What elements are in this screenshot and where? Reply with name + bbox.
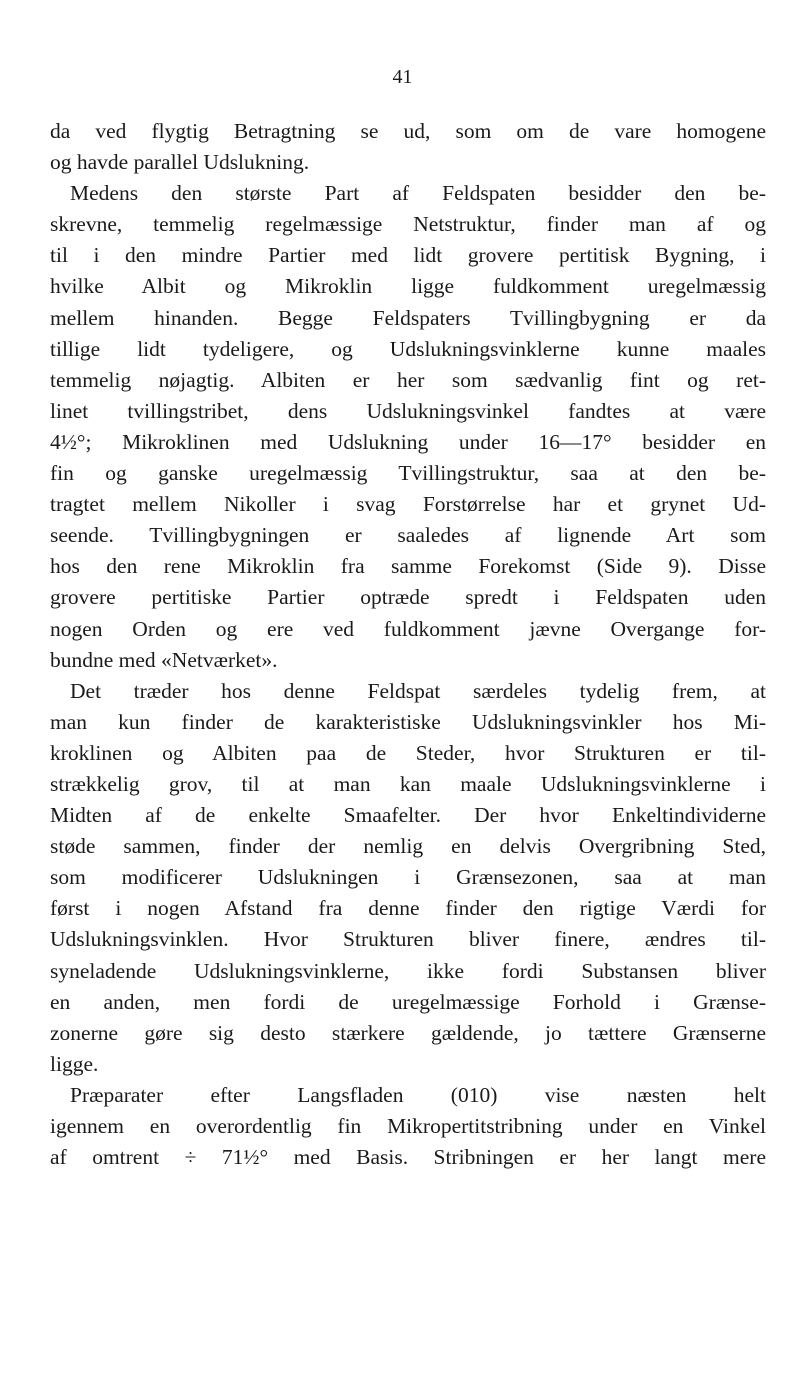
text-line: seende. Tvillingbygningen er saaledes af lignende Art som [50, 523, 766, 548]
text-line: som modificerer Udslukningen i Grænsezonen, saa at man [50, 865, 766, 890]
text-line: 4½°; Mikroklinen med Udslukning under 16—17° besidder en [50, 429, 766, 454]
text-line: af omtrent ÷ 71½° med Basis. Stribningen er her langt mere [50, 1145, 766, 1170]
text-line: nogen Orden og ere ved fuldkomment jævne Overgange for- [50, 616, 766, 641]
text-line: ligge. [50, 1051, 99, 1076]
text-line: zonerne gøre sig desto stærkere gældende, jo tættere Grænserne [50, 1020, 766, 1045]
text-line: igennem en overordentlig fin Mikropertitstribning under en Vinkel [50, 1114, 766, 1138]
text-line: Præparater efter Langsfladen (010) vise næsten helt [70, 1082, 766, 1107]
text-line: da ved flygtig Betragtning se ud, som om de vare homogene [50, 119, 766, 143]
text-line: mellem hinanden. Begge Feldspaters Tvillingbygning er da [50, 305, 766, 330]
text-line: kroklinen og Albiten paa de Steder, hvor Strukturen er til- [50, 740, 766, 765]
text-line: hos den rene Mikroklin fra samme Forekomst (Side 9). Disse [50, 554, 766, 579]
text-line: bundne med «Netværket». [50, 647, 278, 672]
body-text [50, 116, 766, 1173]
text-line: linet tvillingstribet, dens Udslukningsvinkel fandtes at være [50, 398, 766, 423]
text-line: til i den mindre Partier med lidt grovere pertitisk Bygning, i [50, 243, 766, 268]
text-line: Medens den største Part af Feldspaten besidder den be- [70, 181, 766, 206]
text-line: en anden, men fordi de uregelmæssige Forhold i Grænse- [50, 989, 766, 1014]
text-line: Udslukningsvinklen. Hvor Strukturen bliver finere, ændres til- [50, 927, 766, 952]
text-line: hvilke Albit og Mikroklin ligge fuldkomment uregelmæssig [50, 274, 766, 299]
text-line: tragtet mellem Nikoller i svag Forstørrelse har et grynet Ud- [50, 492, 766, 517]
text-line: strækkelig grov, til at man kan maale Udslukningsvinklerne i [50, 771, 766, 796]
text-line: tillige lidt tydeligere, og Udslukningsvinklerne kunne maales [50, 336, 766, 361]
text-line: man kun finder de karakteristiske Udslukningsvinkler hos Mi- [50, 709, 766, 734]
text-line: temmelig nøjagtig. Albiten er her som sædvanlig fint og ret- [50, 367, 766, 392]
text-line: og havde parallel Udslukning. [50, 150, 310, 175]
text-line: først i nogen Afstand fra denne finder den rigtige Værdi for [50, 896, 766, 921]
text-line: Det træder hos denne Feldspat særdeles tydelig frem, at [70, 678, 766, 703]
text-line: grovere pertitiske Partier optræde spredt i Feldspaten uden [50, 585, 766, 610]
page-number: 41 [392, 66, 413, 88]
text-line: Midten af de enkelte Smaafelter. Der hvor Enkeltindividerne [50, 803, 766, 828]
text-line: støde sammen, finder der nemlig en delvis Overgribning Sted, [50, 834, 766, 859]
text-line: skrevne, temmelig regelmæssige Netstruktur, finder man af og [50, 212, 766, 237]
text-line: syneladende Udslukningsvinklerne, ikke fordi Substansen bliver [50, 958, 766, 983]
text-line: fin og ganske uregelmæssig Tvillingstruktur, saa at den be- [50, 461, 766, 486]
